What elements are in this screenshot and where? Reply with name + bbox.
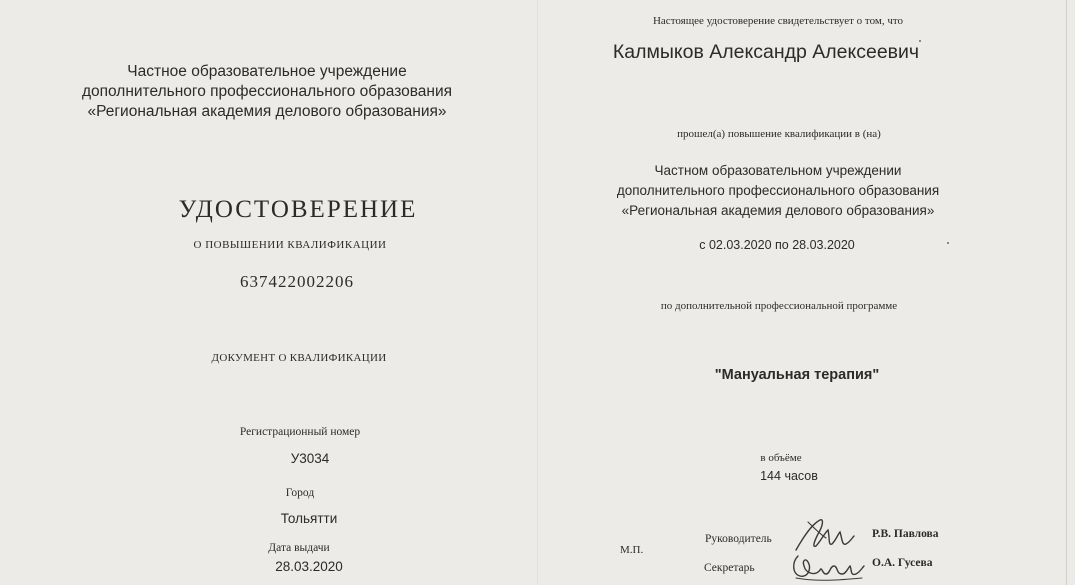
director-name: Р.В. Павлова: [872, 528, 939, 540]
certifies-text: Настоящее удостоверение свидетельствует о том, что: [652, 15, 904, 27]
page-fold: [537, 0, 538, 585]
stamp-place: М.П.: [620, 544, 644, 556]
document-title: УДОСТОВЕРЕНИЕ: [178, 196, 418, 223]
registration-number: У3034: [290, 451, 330, 466]
passed-text: прошел(а) повышение квалификации в (на): [677, 128, 881, 140]
page-edge: [1066, 0, 1067, 585]
issue-date: 28.03.2020: [275, 559, 343, 574]
secretary-signature: [788, 548, 866, 585]
document-subtitle: О ПОВЫШЕНИИ КВАЛИФИКАЦИИ: [193, 239, 387, 251]
paper-speck: [947, 242, 949, 244]
document-type: ДОКУМЕНТ О КВАЛИФИКАЦИИ: [211, 352, 387, 364]
issuer-line: дополнительного профессионального образования: [81, 83, 453, 100]
training-organization: [617, 161, 939, 221]
city-label: Город: [285, 487, 315, 499]
training-org-line: «Региональная академия делового образования»: [621, 203, 935, 218]
volume-label: в объёме: [760, 452, 802, 464]
registration-label: Регистрационный номер: [239, 426, 361, 438]
issue-date-label: Дата выдачи: [268, 542, 330, 554]
holder-name: Калмыков Александр Алексеевич: [612, 41, 920, 63]
document-number: 637422002206: [240, 272, 354, 291]
issuer-line: Частное образовательное учреждение: [127, 63, 407, 80]
director-role: Руководитель: [705, 533, 772, 545]
secretary-name: О.А. Гусева: [872, 557, 933, 569]
training-org-line: Частном образовательном учреждении: [654, 163, 902, 178]
city-value: Тольятти: [280, 511, 338, 526]
volume-value: 144 часов: [760, 469, 818, 483]
training-org-line: дополнительного профессионального образования: [616, 183, 940, 198]
training-period: с 02.03.2020 по 28.03.2020: [699, 238, 855, 252]
issuer-organization: [82, 62, 452, 122]
issuer-line: «Региональная академия делового образования»: [87, 103, 447, 120]
secretary-role: Секретарь: [704, 562, 755, 574]
program-name: "Мануальная терапия": [714, 367, 880, 383]
paper-speck: [919, 40, 921, 42]
program-label: по дополнительной профессиональной программе: [660, 300, 898, 312]
